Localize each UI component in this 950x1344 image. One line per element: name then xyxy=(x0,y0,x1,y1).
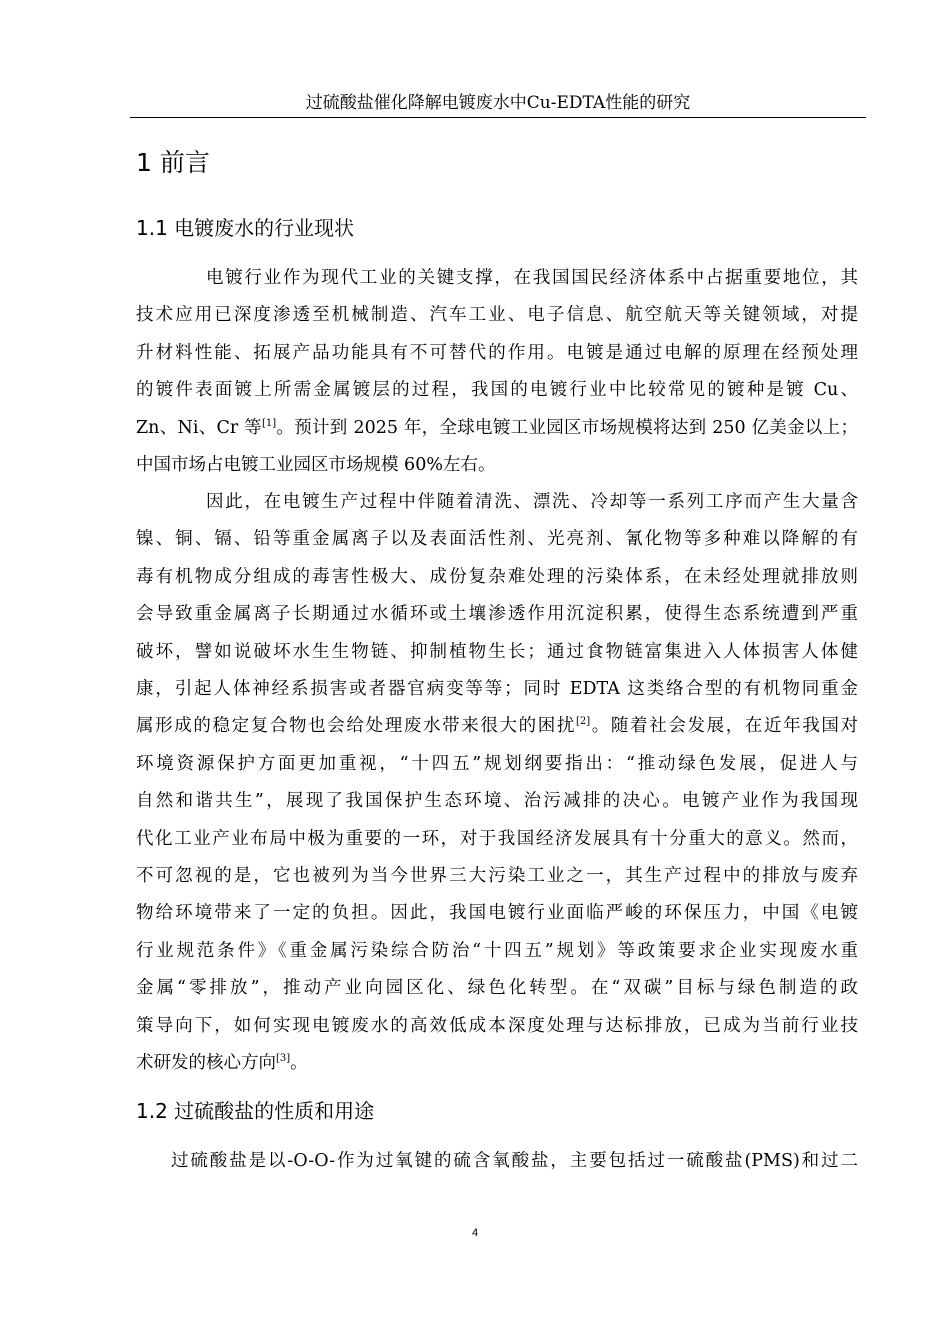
text-line: 物给环境带来了一定的负担。因此，我国电镀行业面临严峻的环保压力，中国《电镀 xyxy=(136,903,858,924)
text-line xyxy=(136,410,858,447)
paragraph-pollution xyxy=(136,484,858,1083)
text-line: 电镀行业作为现代工业的关键支撑，在我国国民经济体系中占据重要地位，其 xyxy=(206,268,858,288)
text-run: Zn、Ni、Cr 等 xyxy=(136,417,262,438)
citation-ref: [3] xyxy=(276,1053,291,1065)
section-heading-1-2: 1.2 过硫酸盐的性质和用途 xyxy=(136,1099,375,1123)
text-line: 技术应用已深度渗透至机械制造、汽车工业、电子信息、航空航天等关键领域，对提 xyxy=(136,305,858,326)
text-line: 康，引起人体神经系损害或者器官病变等等；同时 EDTA 这类络合型的有机物同重金 xyxy=(136,679,858,700)
chapter-heading: 1 前言 xyxy=(136,148,210,177)
paragraph-industry-status xyxy=(136,260,858,484)
text-line: 破坏，譬如说破坏水生生物链、抑制植物生长；通过食物链富集进入人体损害人体健 xyxy=(136,641,858,662)
text-line xyxy=(136,1045,858,1082)
text-line: 行业规范条件》《重金属污染综合防治“十四五”规划》等政策要求企业实现废水重 xyxy=(136,940,858,961)
citation-ref: [1] xyxy=(261,417,277,429)
text-line: 环境资源保护方面更加重视，“十四五”规划纲要指出：“推动绿色发展，促进人与 xyxy=(136,753,858,774)
text-run: 。随着社会发展，在近年我国对 xyxy=(590,716,858,737)
text-line: 策导向下，如何实现电镀废水的高效低成本深度处理与达标排放，已成为当前行业技 xyxy=(136,1015,858,1036)
text-line xyxy=(136,708,858,745)
text-line: 会导致重金属离子长期通过水循环或土壤渗透作用沉淀积累，使得生态系统遭到严重 xyxy=(136,604,858,625)
running-header: 过硫酸盐催化降解电镀废水中Cu-EDTA性能的研究 xyxy=(130,90,866,118)
section-heading-1-1: 1.1 电镀废水的行业现状 xyxy=(136,216,355,240)
text-line: 自然和谐共生”，展现了我国保护生态环境、治污减排的决心。电镀产业作为我国现 xyxy=(136,791,858,812)
text-run: 属形成的稳定复合物也会给处理废水带来很大的困扰 xyxy=(136,716,576,737)
text-line: 不可忽视的是，它也被列为当今世界三大污染工业之一，其生产过程中的排放与废弃 xyxy=(136,866,858,887)
text-line: 升材料性能、拓展产品功能具有不可替代的作用。电镀是通过电解的原理在经预处理 xyxy=(136,342,858,363)
text-line: 过硫酸盐是以-O-O-作为过氧键的硫含氧酸盐，主要包括过一硫酸盐(PMS)和过二 xyxy=(171,1151,858,1171)
text-line: 因此，在电镀生产过程中伴随着清洗、漂洗、冷却等一系列工序而产生大量含 xyxy=(206,492,858,512)
text-line: 金属“零排放”，推动产业向园区化、绿色化转型。在“双碳”目标与绿色制造的政 xyxy=(136,978,858,999)
text-line: 代化工业产业布局中极为重要的一环，对于我国经济发展具有十分重大的意义。然而， xyxy=(136,828,858,849)
text-run: 。预计到 2025 年，全球电镀工业园区市场规模将达到 250 亿美金以上； xyxy=(276,417,858,438)
text-line: 的镀件表面镀上所需金属镀层的过程，我国的电镀行业中比较常见的镀种是镀 Cu、 xyxy=(136,380,858,401)
text-line: 镍、铜、镉、铅等重金属离子以及表面活性剂、光亮剂、氰化物等多种难以降解的有 xyxy=(136,529,858,550)
text-line: 中国市场占电镀工业园区市场规模 60%左右。 xyxy=(136,455,496,476)
page-number: 4 xyxy=(471,1227,479,1239)
text-line: 毒有机物成分组成的毒害性极大、成份复杂难处理的污染体系，在未经处理就排放则 xyxy=(136,566,858,587)
paragraph-persulfate xyxy=(136,1143,858,1180)
text-run: 。 xyxy=(290,1053,308,1074)
citation-ref: [2] xyxy=(576,716,591,728)
text-run: 术研发的核心方向 xyxy=(136,1053,276,1074)
